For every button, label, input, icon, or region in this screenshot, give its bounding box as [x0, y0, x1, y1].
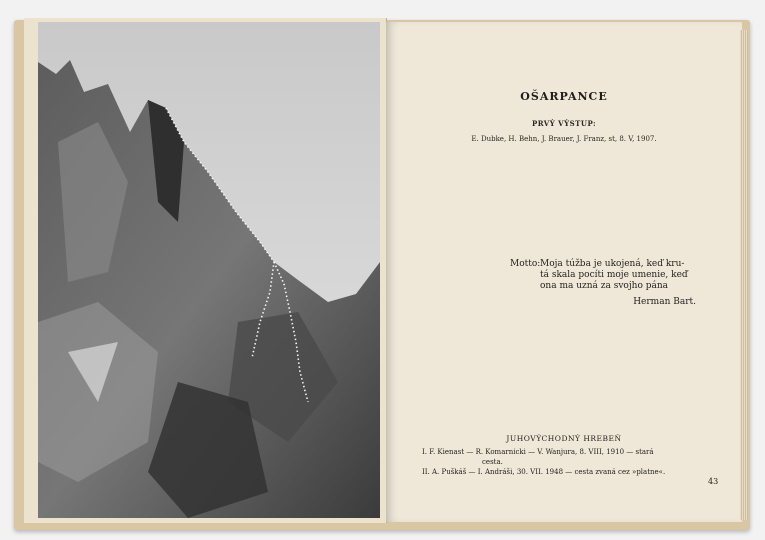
open-book — [14, 16, 750, 530]
route-1-continuation: cesta. — [482, 458, 503, 466]
motto-author: Herman Bart. — [633, 297, 696, 307]
page-edges — [740, 30, 748, 520]
motto-line-1: Moja túžba je ukojená, keď kru- — [540, 259, 685, 269]
first-ascent-heading: PRVÝ VÝSTUP: — [531, 119, 597, 128]
route-2: II. A. Puškáš — I. Andráši, 30. VII. 1948 — cesta zvaná cez »platne«. — [422, 468, 666, 476]
mountain-ridge-photo-with-dotted-route — [38, 22, 380, 518]
route-1: I. F. Kienast — R. Komarnicki — V. Wanjura, 8. VIII, 1910 — stará — [422, 448, 654, 456]
page-number: 43 — [708, 477, 719, 486]
first-ascent-climbers: E. Dubke, H. Behn, J. Brauer, J. Franz, st, 8. V, 1907. — [471, 135, 657, 143]
motto-label: Motto: — [510, 259, 541, 269]
motto-line-3: ona ma uzná za svojho pána — [540, 281, 669, 291]
mountain-photo — [38, 22, 380, 518]
motto-line-2: tá skala pocíti moje umenie, keď — [540, 270, 688, 280]
route-section-heading: JUHOVÝCHODNÝ HREBEŇ — [506, 434, 622, 443]
right-page — [386, 22, 742, 522]
page-title: OŠARPANCE — [520, 90, 608, 103]
